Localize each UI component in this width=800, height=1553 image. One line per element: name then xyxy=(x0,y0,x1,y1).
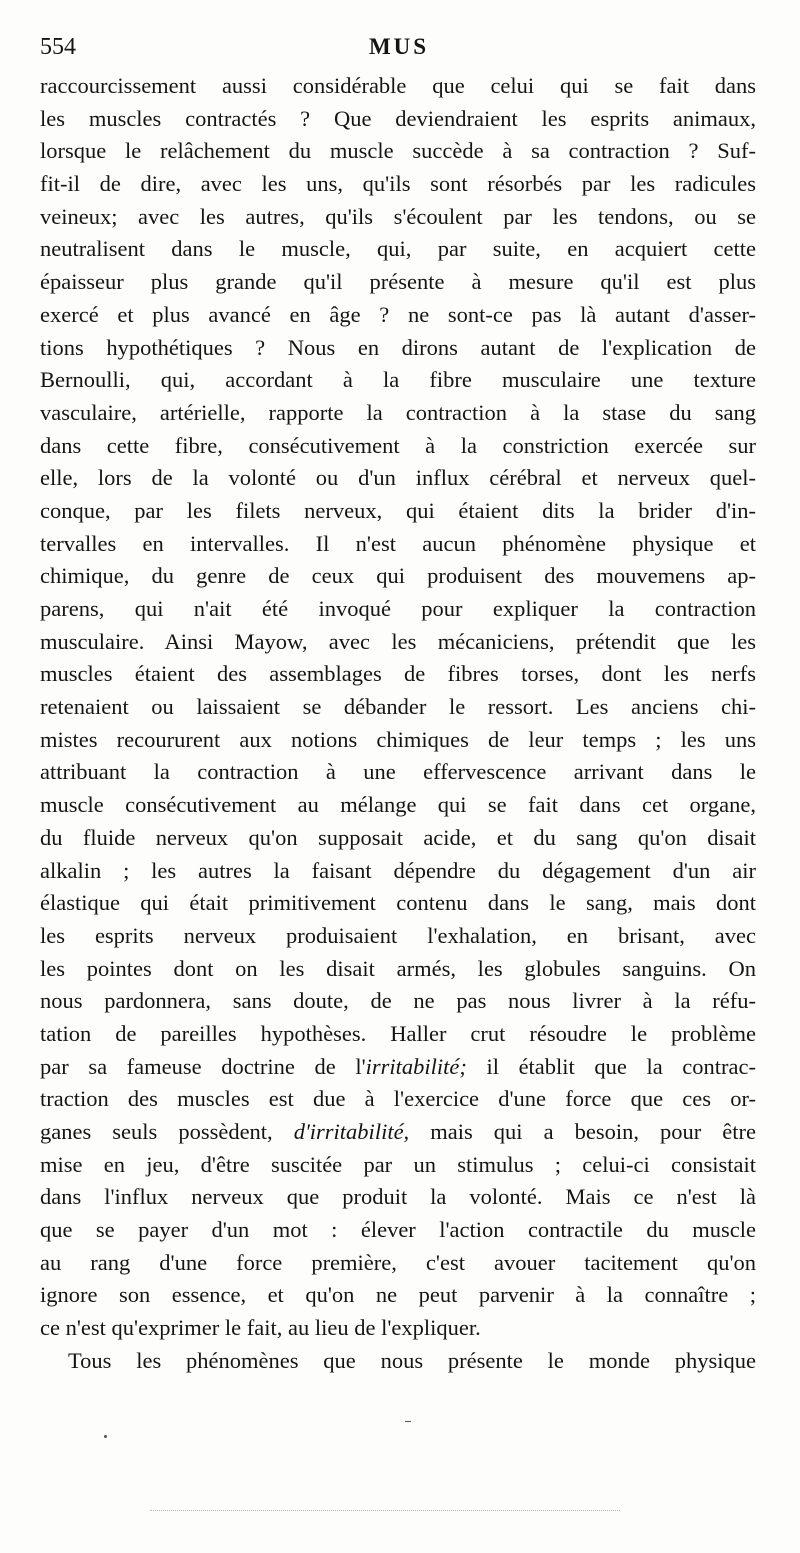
text-line: chimique, du genre de ceux qui produisent des mouvemens ap- xyxy=(40,563,756,589)
text-line: que se payer d'un mot : élever l'action contractile du muscle xyxy=(40,1217,756,1243)
text-line: mistes recoururent aux notions chimiques de leur temps ; les uns xyxy=(40,726,756,752)
text-line: veineux; avec les autres, qu'ils s'écoulent par les tendons, ou se xyxy=(40,203,756,229)
text-line: les esprits nerveux produisaient l'exhalation, en brisant, avec xyxy=(40,922,756,948)
text-line: dans cette fibre, consécutivement à la constriction exercée sur xyxy=(40,432,756,458)
text-line: musculaire. Ainsi Mayow, avec les mécaniciens, prétendit que les xyxy=(40,628,756,654)
text-segment: il établit que la contrac- xyxy=(466,1053,756,1079)
text-line: fit-il de dire, avec les uns, qu'ils sont résorbés par les radicules xyxy=(40,171,756,197)
text-segment: ganes seuls possèdent, xyxy=(40,1119,294,1144)
text-line: exercé et plus avancé en âge ? ne sont-ce pas là autant d'asser- xyxy=(40,301,756,327)
text-line: muscles étaient des assemblages de fibres torses, dont les nerfs xyxy=(40,661,756,687)
page-number: 554 xyxy=(40,34,76,60)
text-line: elle, lors de la volonté ou d'un influx cérébral et nerveux quel- xyxy=(40,465,756,491)
text-line: vasculaire, artérielle, rapporte la contraction à la stase du sang xyxy=(40,399,756,425)
print-speck xyxy=(104,1435,107,1438)
bleed-through-rule xyxy=(150,1510,620,1511)
text-line: les pointes dont on les disait armés, les globules sanguins. On xyxy=(40,955,756,981)
text-line: élastique qui était primitivement contenu dans le sang, mais dont xyxy=(40,890,756,916)
text-line: parens, qui n'ait été invoqué pour expliquer la contraction xyxy=(40,596,756,621)
text-line: nous pardonnera, sans doute, de ne pas nous livrer à la réfu- xyxy=(40,988,756,1014)
text-line: lorsque le relâchement du muscle succède à sa contraction ? Suf- xyxy=(40,138,756,164)
text-line: conque, par les filets nerveux, qui étaient dits la brider d'in- xyxy=(40,497,756,523)
text-line: traction des muscles est due à l'exercice d'une force que ces or- xyxy=(40,1086,756,1112)
text-line: dans l'influx nerveux que produit la volonté. Mais ce n'est là xyxy=(40,1184,756,1210)
text-line: tions hypothétiques ? Nous en dirons autant de l'explication de xyxy=(40,334,756,360)
text-line: retenaient ou laissaient se débander le ressort. Les anciens chi- xyxy=(40,694,756,720)
paragraph-last-line: ce n'est qu'exprimer le fait, au lieu de l'expliquer. xyxy=(40,1315,481,1341)
text-line: attribuant la contraction à une effervescence arrivant dans le xyxy=(40,759,756,785)
text-line: du fluide nerveux qu'on supposait acide, et du sang qu'on disait xyxy=(40,824,756,850)
italic-term: irritabilité; xyxy=(365,1053,467,1079)
italic-term: d'irritabilité, xyxy=(293,1119,410,1144)
text-line: les muscles contractés ? Que deviendraient les esprits animaux, xyxy=(40,105,756,131)
body-text xyxy=(40,70,756,1378)
text-line: Bernoulli, qui, accordant à la fibre musculaire une texture xyxy=(40,367,756,393)
text-line: tation de pareilles hypothèses. Haller crut résoudre le problème xyxy=(40,1020,756,1046)
text-line-with-italic xyxy=(40,1051,756,1084)
text-line: alkalin ; les autres la faisant dépendre du dégagement d'un air xyxy=(40,857,756,883)
text-line: raccourcissement aussi considérable que celui qui se fait dans xyxy=(40,73,756,98)
text-line: neutralisent dans le muscle, qui, par suite, en acquiert cette xyxy=(40,236,756,262)
text-line: muscle consécutivement au mélange qui se fait dans cet organe, xyxy=(40,792,756,818)
paragraph-first-line: Tous les phénomènes que nous présente le monde physique xyxy=(68,1347,756,1373)
running-head: MUS xyxy=(368,34,430,59)
print-speck xyxy=(405,1421,411,1422)
text-line: mise en jeu, d'être suscitée par un stimulus ; celui-ci consistait xyxy=(40,1151,756,1177)
text-line: au rang d'une force première, c'est avouer tacitement qu'on xyxy=(40,1249,756,1275)
text-segment: mais qui a besoin, pour être xyxy=(409,1119,756,1144)
text-line-with-italic xyxy=(40,1116,756,1149)
text-line: tervalles en intervalles. Il n'est aucun phénomène physique et xyxy=(40,530,756,556)
text-line: épaisseur plus grande qu'il présente à mesure qu'il est plus xyxy=(40,269,756,295)
text-line: ignore son essence, et qu'on ne peut parvenir à la connaître ; xyxy=(40,1282,756,1308)
page-header xyxy=(40,34,758,70)
text-segment: par sa fameuse doctrine de l' xyxy=(40,1053,366,1079)
